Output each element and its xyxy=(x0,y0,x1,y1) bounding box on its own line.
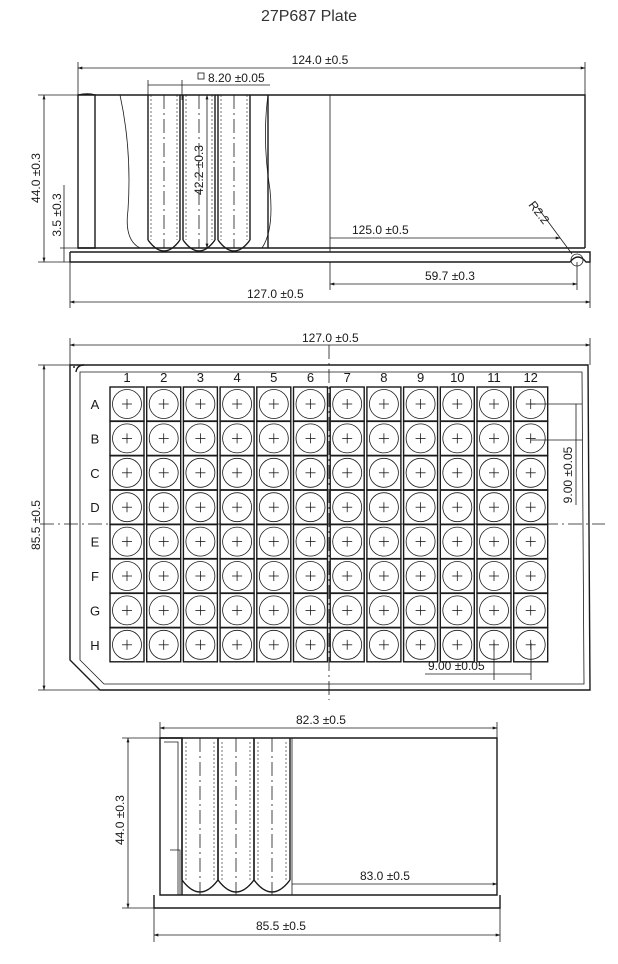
dim-inner-width-label: 83.0 ±0.5 xyxy=(360,869,410,883)
well xyxy=(110,387,144,421)
row-label: E xyxy=(90,534,100,550)
well xyxy=(183,490,217,524)
well xyxy=(147,421,181,455)
well xyxy=(404,559,438,593)
well xyxy=(404,593,438,627)
well xyxy=(330,456,364,490)
well xyxy=(330,525,364,559)
column-label: 2 xyxy=(160,370,168,385)
dim-well-depth-label: 42.2 ±0.3 xyxy=(192,145,206,195)
well xyxy=(257,628,291,662)
well xyxy=(147,490,181,524)
well xyxy=(220,490,254,524)
dim-col-pitch-label: 9.00 ±0.05 xyxy=(428,659,485,673)
well xyxy=(367,593,401,627)
well xyxy=(183,387,217,421)
dim-total-width-label: 85.5 ±0.5 xyxy=(256,919,306,933)
dim-offset-label: 59.7 ±0.3 xyxy=(425,269,475,283)
well xyxy=(367,456,401,490)
dim-inner-length-label: 125.0 ±0.5 xyxy=(352,223,409,237)
well xyxy=(110,490,144,524)
well xyxy=(147,628,181,662)
well xyxy=(110,628,144,662)
well xyxy=(110,559,144,593)
dim-side-height-label: 44.0 ±0.3 xyxy=(113,795,127,845)
well xyxy=(294,490,328,524)
column-label: 8 xyxy=(380,370,388,385)
well xyxy=(514,525,548,559)
well xyxy=(147,387,181,421)
well xyxy=(514,593,548,627)
well xyxy=(257,525,291,559)
row-label: H xyxy=(90,637,100,653)
well xyxy=(477,421,511,455)
well xyxy=(367,387,401,421)
well xyxy=(110,456,144,490)
well xyxy=(404,525,438,559)
section-well xyxy=(218,738,254,895)
dim-length-label: 124.0 ±0.5 xyxy=(291,53,349,67)
section-well xyxy=(254,738,290,895)
well xyxy=(220,525,254,559)
well xyxy=(330,628,364,662)
well xyxy=(294,628,328,662)
well xyxy=(294,421,328,455)
column-label: 1 xyxy=(123,370,131,385)
front-view xyxy=(29,53,590,308)
plan-view xyxy=(29,331,605,700)
well xyxy=(220,628,254,662)
well xyxy=(440,559,474,593)
well xyxy=(330,490,364,524)
well xyxy=(257,559,291,593)
side-view xyxy=(113,713,500,942)
well xyxy=(404,628,438,662)
well xyxy=(183,559,217,593)
column-label: 10 xyxy=(450,370,465,385)
column-label: 12 xyxy=(523,370,538,385)
well xyxy=(514,456,548,490)
well xyxy=(220,421,254,455)
row-label: F xyxy=(91,569,99,584)
section-well xyxy=(148,95,180,251)
well xyxy=(477,525,511,559)
well xyxy=(404,387,438,421)
well xyxy=(404,421,438,455)
dim-base-label: 3.5 ±0.3 xyxy=(50,193,64,237)
well xyxy=(257,593,291,627)
well xyxy=(367,559,401,593)
well xyxy=(294,387,328,421)
column-label: 9 xyxy=(416,370,425,385)
page-title: 27P687 Plate xyxy=(260,8,358,25)
well xyxy=(183,421,217,455)
dim-width-label: 127.0 ±0.5 xyxy=(302,331,359,345)
column-label: 3 xyxy=(196,370,205,385)
well xyxy=(367,490,401,524)
dim-top-width-label: 82.3 ±0.5 xyxy=(296,713,346,727)
well xyxy=(257,387,291,421)
well xyxy=(147,456,181,490)
well xyxy=(477,559,511,593)
dim-depth-label: 85.5 ±0.5 xyxy=(29,500,43,550)
well xyxy=(220,559,254,593)
well xyxy=(440,628,474,662)
well xyxy=(294,456,328,490)
well xyxy=(183,456,217,490)
well xyxy=(147,525,181,559)
well xyxy=(404,490,438,524)
well xyxy=(294,559,328,593)
well xyxy=(147,559,181,593)
well xyxy=(440,421,474,455)
well xyxy=(440,387,474,421)
well xyxy=(110,421,144,455)
row-label: D xyxy=(90,500,100,516)
well xyxy=(514,421,548,455)
well xyxy=(440,593,474,627)
well xyxy=(477,387,511,421)
well xyxy=(220,387,254,421)
well xyxy=(330,421,364,455)
well xyxy=(440,456,474,490)
well xyxy=(183,525,217,559)
column-label: 11 xyxy=(487,370,501,385)
well xyxy=(110,525,144,559)
well xyxy=(440,525,474,559)
well xyxy=(477,593,511,627)
column-label: 6 xyxy=(306,370,315,385)
well xyxy=(220,593,254,627)
well xyxy=(220,456,254,490)
well xyxy=(440,490,474,524)
dim-total-length-label: 127.0 ±0.5 xyxy=(247,287,304,301)
well xyxy=(367,525,401,559)
dim-height-label: 44.0 ±0.3 xyxy=(29,153,43,203)
well xyxy=(294,525,328,559)
column-label: 5 xyxy=(270,370,278,385)
well xyxy=(330,387,364,421)
well xyxy=(514,490,548,524)
well xyxy=(147,593,181,627)
row-label: B xyxy=(90,431,100,447)
row-label: A xyxy=(90,397,100,412)
well xyxy=(477,456,511,490)
dim-radius-label: R2.2 xyxy=(525,198,553,227)
column-label: 7 xyxy=(343,370,351,385)
row-label: G xyxy=(89,603,101,619)
row-label: C xyxy=(90,465,100,481)
section-well xyxy=(182,738,218,895)
well xyxy=(330,559,364,593)
well xyxy=(330,593,364,627)
well xyxy=(257,490,291,524)
well xyxy=(294,593,328,627)
dim-well-pitch-label: 8.20 ±0.05 xyxy=(208,71,265,85)
well xyxy=(477,490,511,524)
well xyxy=(404,456,438,490)
column-label: 4 xyxy=(233,370,241,385)
section-well xyxy=(218,95,250,251)
well xyxy=(367,628,401,662)
well xyxy=(257,456,291,490)
dim-row-pitch-label: 9.00 ±0.05 xyxy=(561,446,575,504)
well xyxy=(110,593,144,627)
well xyxy=(367,421,401,455)
well xyxy=(514,559,548,593)
well xyxy=(183,593,217,627)
well xyxy=(257,421,291,455)
well xyxy=(183,628,217,662)
